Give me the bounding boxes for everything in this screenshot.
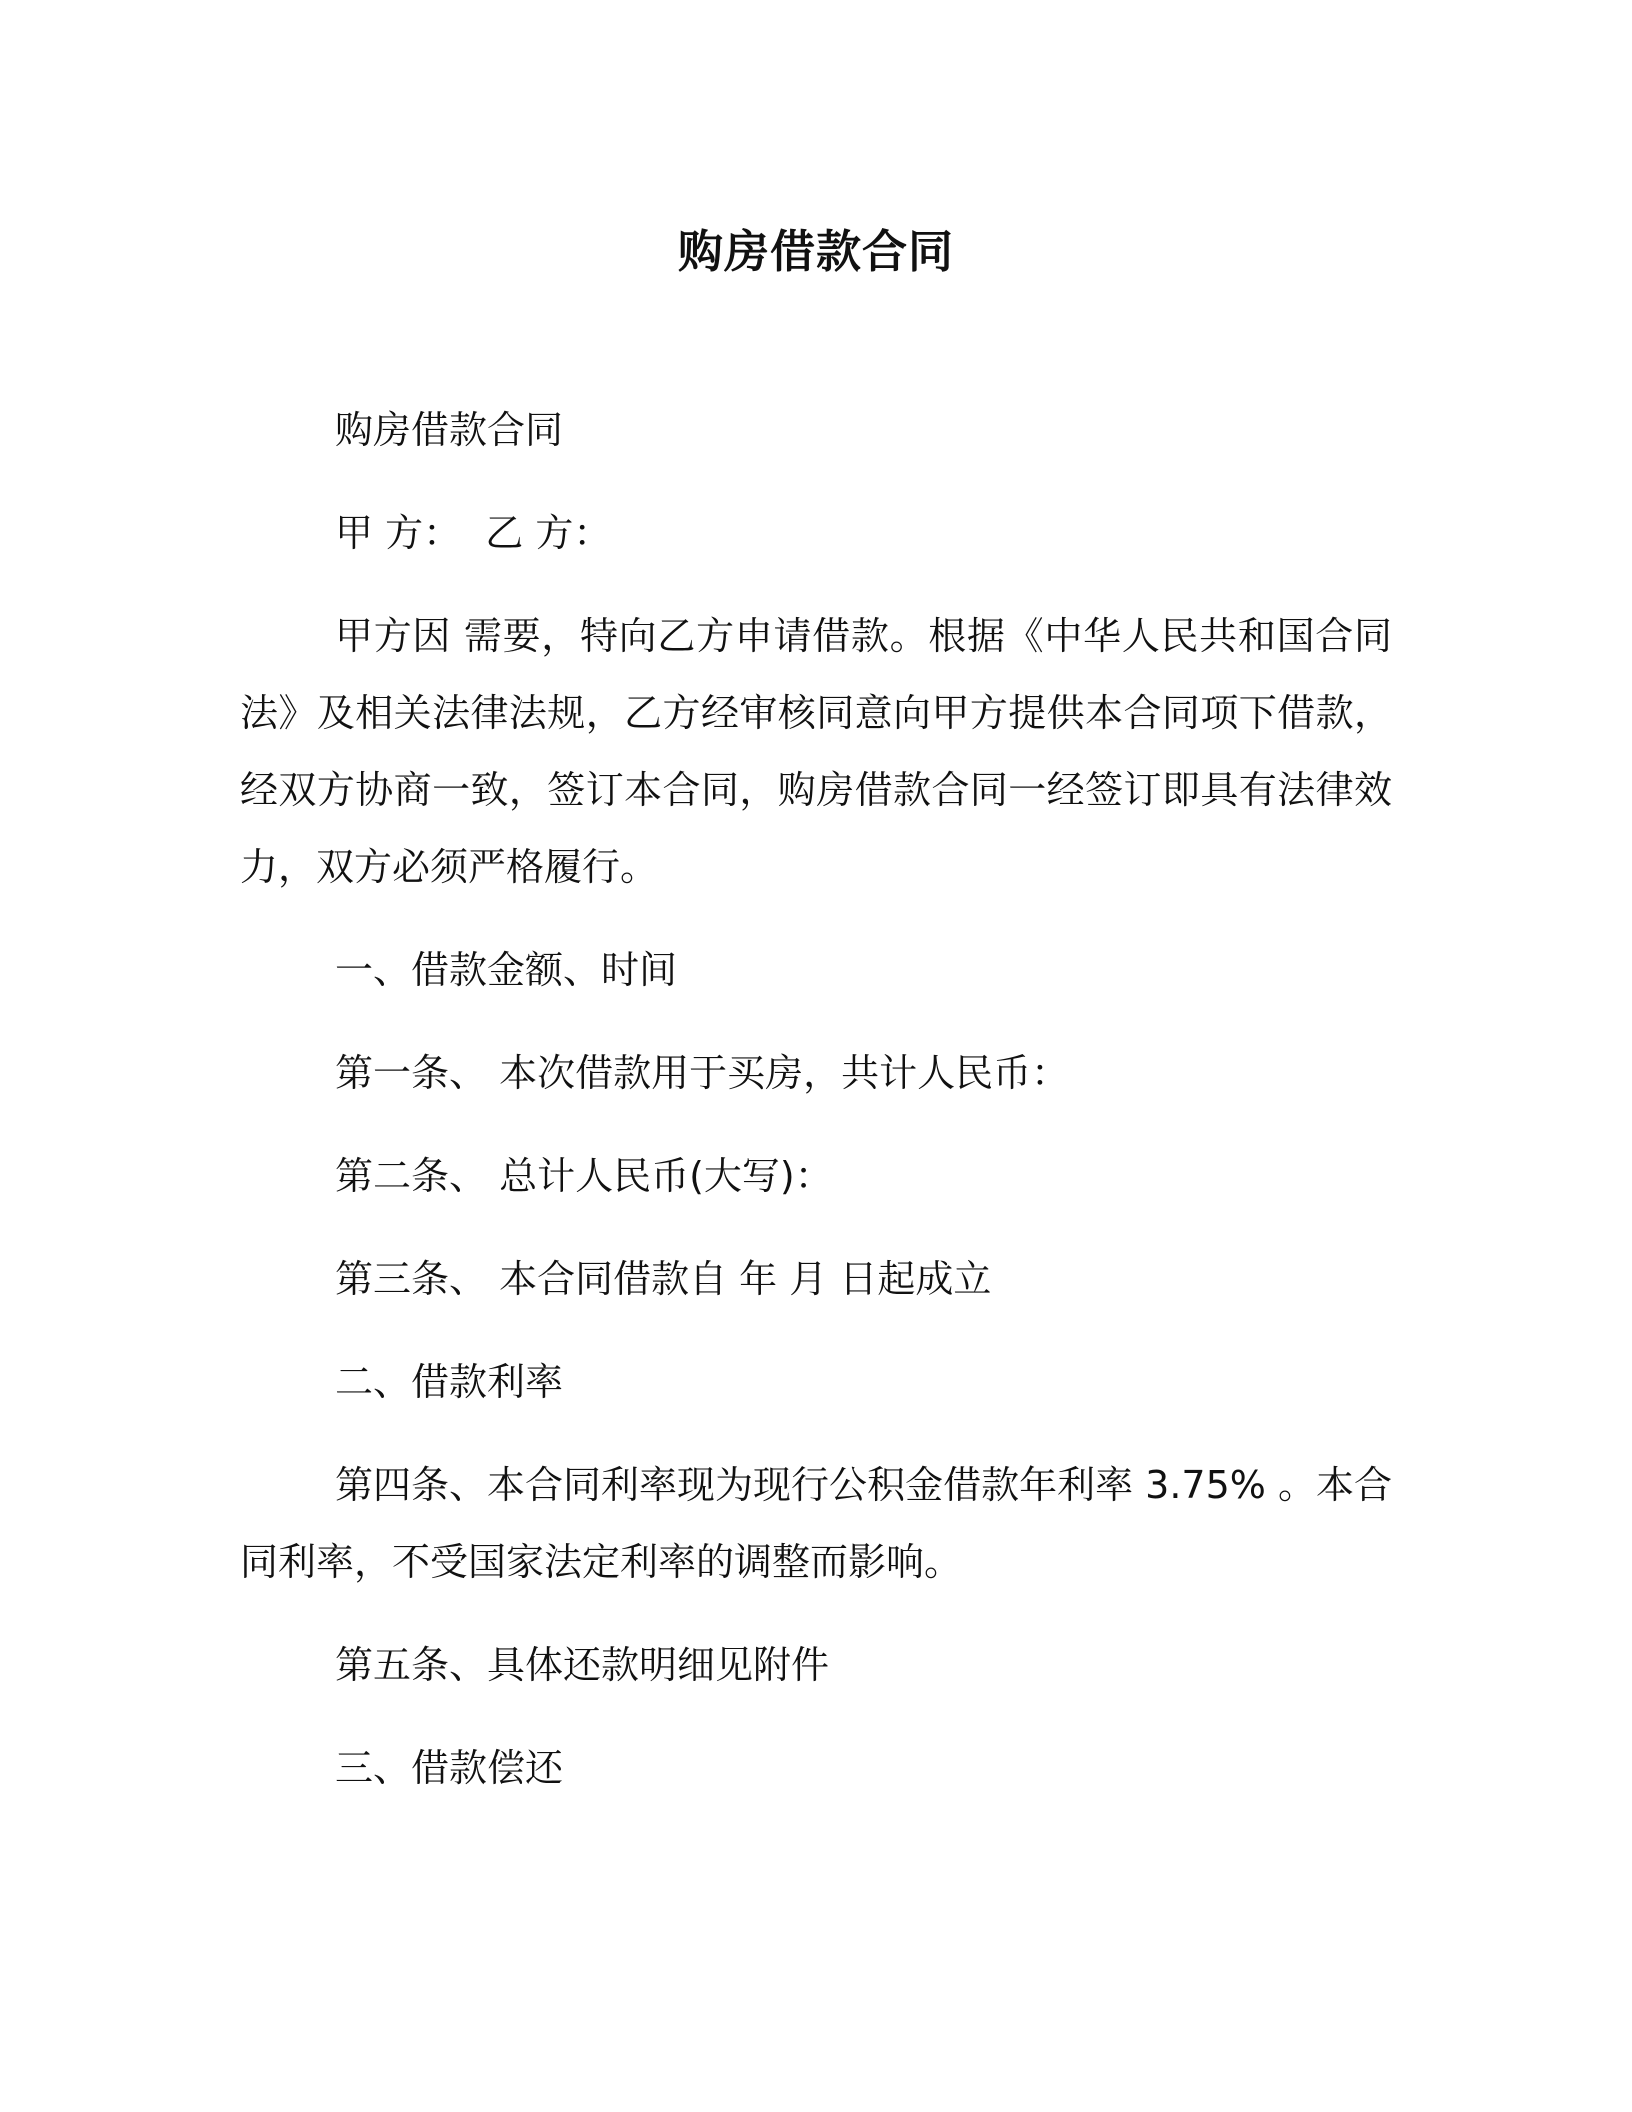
article-4: 第四条、本合同利率现为现行公积金借款年利率 3.75% 。本合同利率，不受国家法定利率的调整而影响。 [240, 1463, 1392, 1584]
article-2: 第二条、 总计人民币(大写)： [335, 1154, 833, 1198]
article-1: 第一条、 本次借款用于买房，共计人民币： [335, 1051, 1070, 1095]
section-heading-repayment: 三、借款偿还 [335, 1746, 564, 1790]
article-5: 第五条、具体还款明细见附件 [335, 1643, 830, 1687]
document-title: 购房借款合同 [677, 225, 954, 278]
section-heading-interest-rate: 二、借款利率 [335, 1360, 564, 1404]
article-3: 第三条、 本合同借款自 年 月 日起成立 [335, 1257, 992, 1301]
paragraph-heading: 购房借款合同 [335, 408, 564, 452]
paragraph-preamble: 甲方因 需要，特向乙方申请借款。根据《中华人民共和国合同法》及相关法律法规，乙方经审核同意向甲方提供本合同项下借款，经双方协商一致，签订本合同，购房借款合同一经签订即具有法律效力，双方必须严格履行。 [240, 614, 1392, 889]
section-heading-loan-amount: 一、借款金额、时间 [335, 948, 678, 992]
paragraph-parties: 甲 方： 乙 方： [335, 511, 612, 555]
document-body [240, 392, 1392, 1807]
